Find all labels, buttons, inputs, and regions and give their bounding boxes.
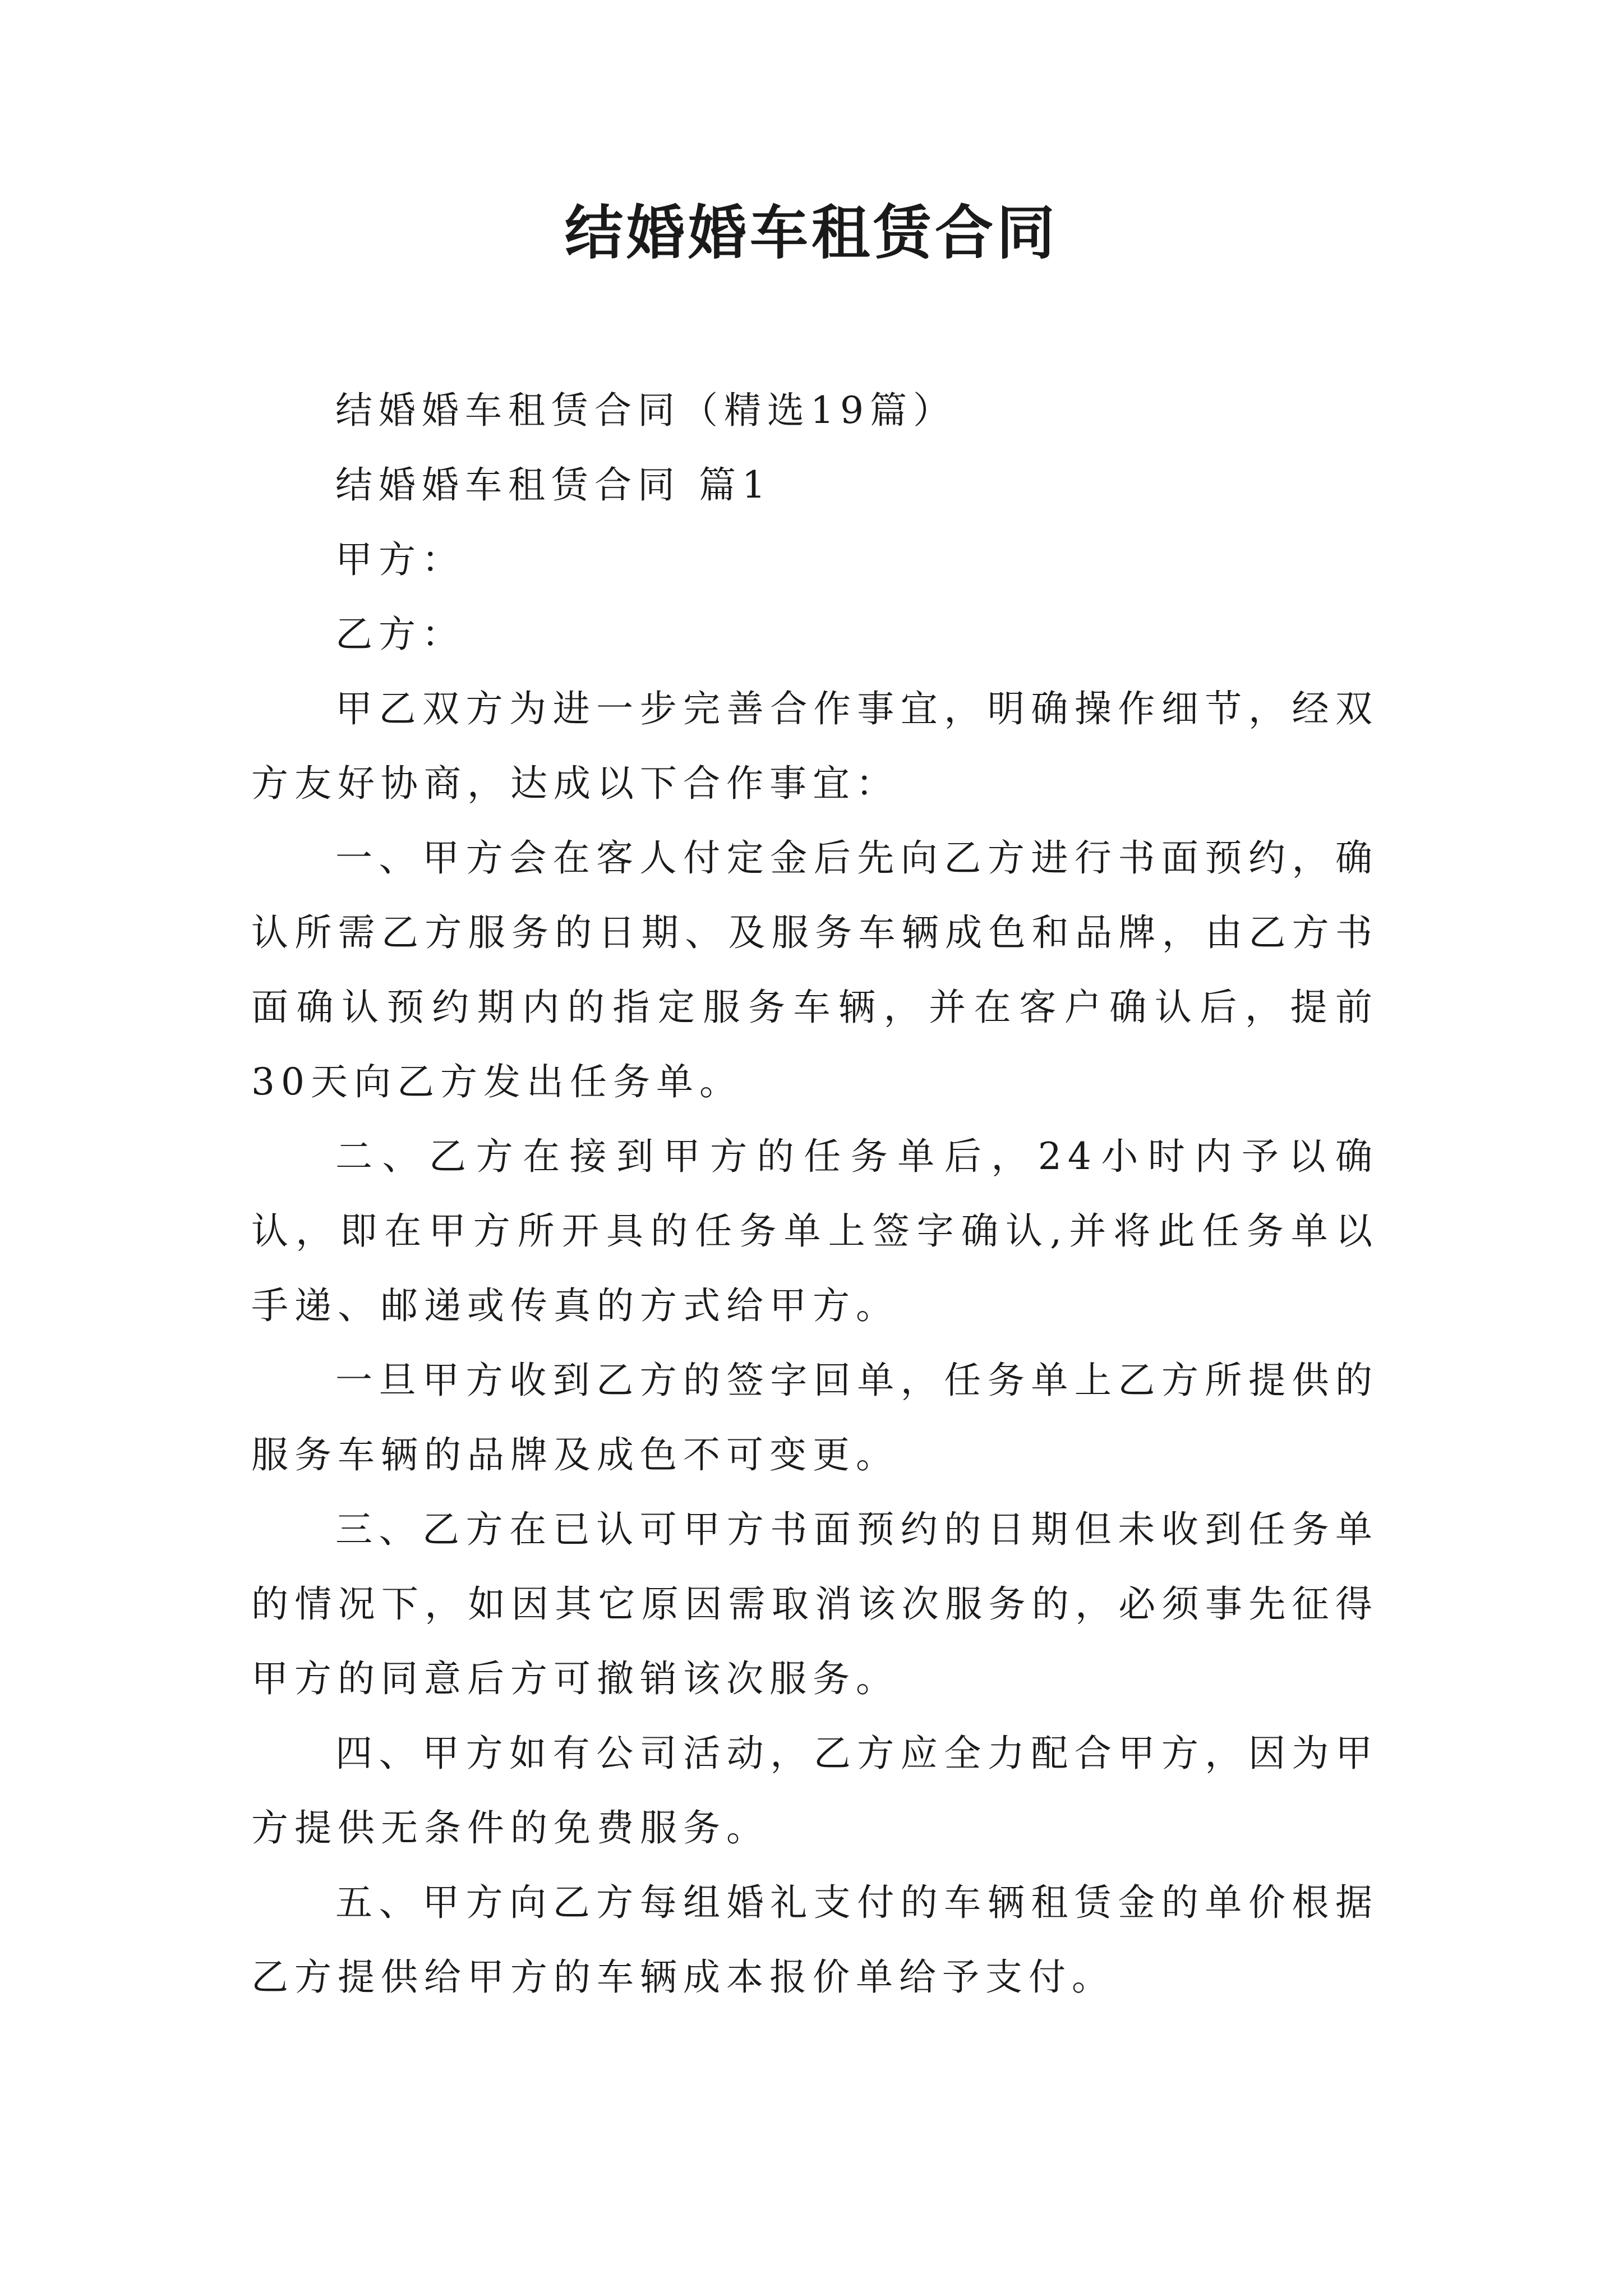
paragraph-party-a: 甲方：: [335, 538, 465, 581]
paragraph-clause-1: 一、甲方会在客人付定金后先向乙方进行书面预约，确认所需乙方服务的日期、及服务车辆成色和品牌，由乙方书面确认预约期内的指定服务车辆，并在客户确认后，提前30天向乙方发出任务单。: [251, 836, 1378, 1103]
paragraph-subtitle: 结婚婚车租赁合同（精选19篇）: [335, 389, 956, 432]
document-title: 结婚婚车租赁合同: [564, 198, 1058, 267]
paragraph-section-heading: 结婚婚车租赁合同 篇1: [335, 463, 772, 507]
paragraph-clause-5: 五、甲方向乙方每组婚礼支付的车辆租赁金的单价根据乙方提供给甲方的车辆成本报价单给予支付。: [251, 1881, 1378, 1999]
paragraph-clause-3: 三、乙方在已认可甲方书面预约的日期但未收到任务单的情况下，如因其它原因需取消该次服务的，必须事先征得甲方的同意后方可撤销该次服务。: [251, 1508, 1378, 1700]
paragraph-clause-4: 四、甲方如有公司活动，乙方应全力配合甲方，因为甲方提供无条件的免费服务。: [251, 1732, 1378, 1849]
paragraph-intro: 甲乙双方为进一步完善合作事宜，明确操作细节，经双方友好协商，达成以下合作事宜：: [251, 687, 1378, 805]
paragraph-clause-2: 二、乙方在接到甲方的任务单后，24小时内予以确认，即在甲方所开具的任务单上签字确认,并将此任务单以手递、邮递或传真的方式给甲方。: [251, 1135, 1378, 1327]
document-body: [251, 373, 1378, 2014]
paragraph-clause-2-note: 一旦甲方收到乙方的签字回单，任务单上乙方所提供的服务车辆的品牌及成色不可变更。: [251, 1359, 1378, 1476]
paragraph-party-b: 乙方：: [335, 613, 465, 656]
